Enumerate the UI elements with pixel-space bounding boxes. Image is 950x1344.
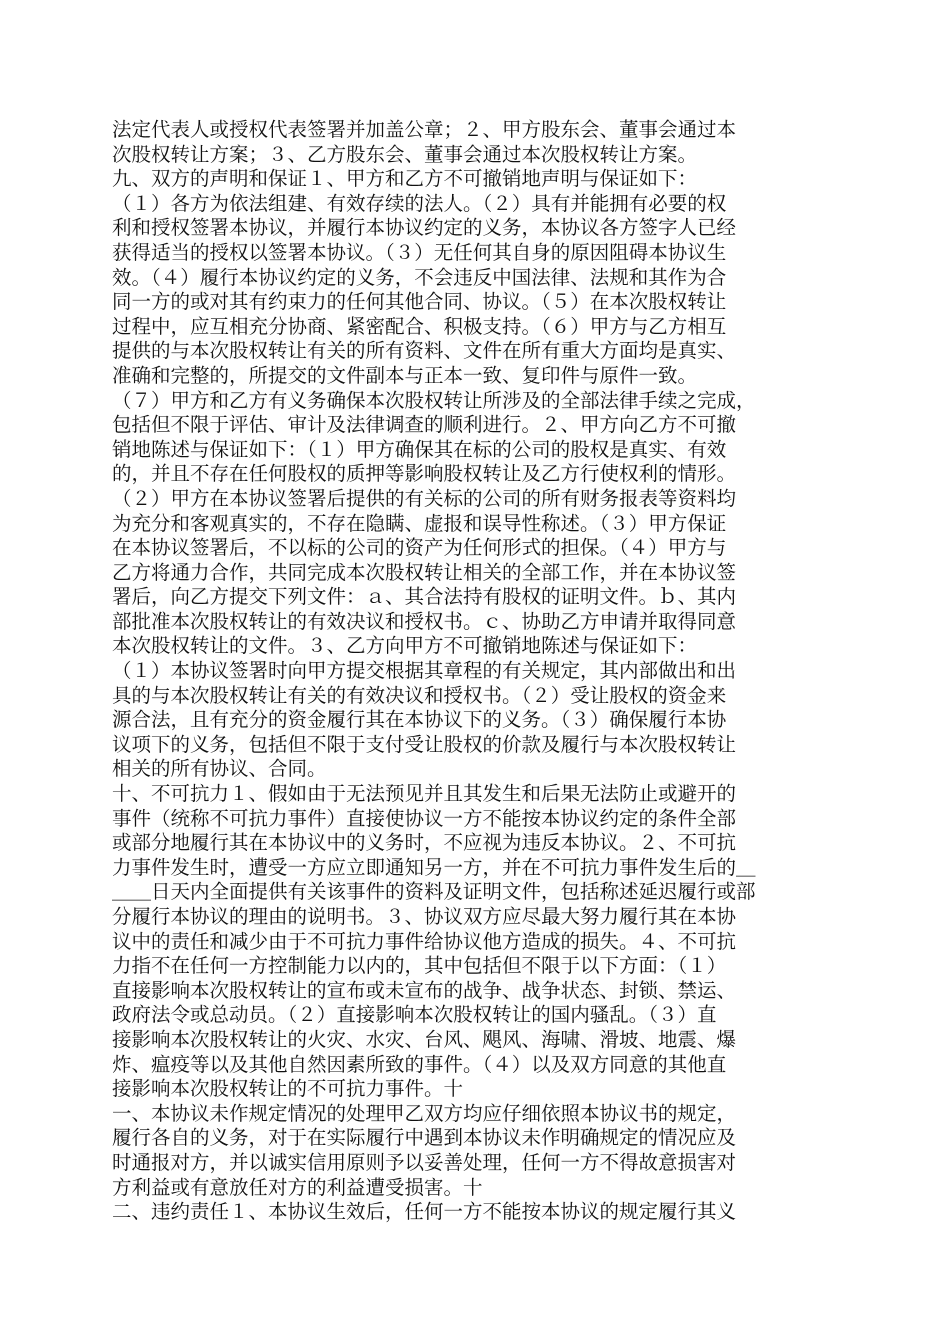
text-line: 次股权转让方案；３、乙方股东会、董事会通过本次股权转让方案。 [112,142,698,166]
text-line: 同一方的或对其有约束力的任何其他合同、协议。（５）在本次股权转让 [112,290,727,314]
text-line: 提供的与本次股权转让有关的所有资料、文件在所有重大方面均是真实、 [112,339,737,363]
text-line: 议项下的义务，包括但不限于支付受让股权的价款及履行与本次股权转让 [112,732,737,756]
text-line: 乙方将通力合作，共同完成本次股权转让相关的全部工作，并在本协议签 [112,560,737,584]
text-line: 为充分和客观真实的，不存在隐瞒、虚报和误导性称述。（３）甲方保证 [112,511,727,535]
text-line: ＿＿日天内全面提供有关该事件的资料及证明文件，包括称述延迟履行或部 [112,880,756,904]
text-line: （７）甲方和乙方有义务确保本次股权转让所涉及的全部法律手续之完成， [112,388,756,412]
text-line: 履行各自的义务，对于在实际履行中遇到本协议未作明确规定的情况应及 [112,1126,737,1150]
text-line: 议中的责任和减少由于不可抗力事件给协议他方造成的损失。４、不可抗 [112,929,737,953]
text-line: 在本协议签署后，不以标的公司的资产为任何形式的担保。（４）甲方与 [112,536,727,560]
text-line: 的，并且不存在任何股权的质押等影响股权转让及乙方行使权利的情形。 [112,462,737,486]
text-line: 销地陈述与保证如下：（１）甲方确保其在标的公司的股权是真实、有效 [112,437,727,461]
section-heading-line: 十、不可抗力１、假如由于无法预见并且其发生和后果无法防止或避开的 [112,782,737,806]
text-line: 本次股权转让的文件。３、乙方向甲方不可撤销地陈述与保证如下： [112,634,698,658]
text-line: 炸、瘟疫等以及其他自然因素所致的事件。（４）以及双方同意的其他直 [112,1052,727,1076]
document-page [112,118,842,1225]
text-line: 具的与本次股权转让有关的有效决议和授权书。（２）受让股权的资金来 [112,683,727,707]
text-line: （２）甲方在本协议签署后提供的有关标的公司的所有财务报表等资料均 [112,486,737,510]
text-line: 部批准本次股权转让的有效决议和授权书。ｃ、协助乙方申请并取得同意 [112,609,737,633]
text-line: 接影响本次股权转让的火灾、水灾、台风、飓风、海啸、滑坡、地震、爆 [112,1027,737,1051]
text-line: 分履行本协议的理由的说明书。３、协议双方应尽最大努力履行其在本协 [112,905,737,928]
text-line: （１）各方为依法组建、有效存续的法人。（２）具有并能拥有必要的权 [112,191,727,215]
section-heading-line: 九、双方的声明和保证１、甲方和乙方不可撤销地声明与保证如下： [112,167,698,191]
text-line: 相关的所有协议、合同。 [112,757,327,781]
text-line: 方利益或有意放任对方的利益遭受损害。十 [112,1175,483,1199]
text-line: 政府法令或总动员。（２）直接影响本次股权转让的国内骚乱。（３）直 [112,1003,717,1027]
text-line: 准确和完整的，所提交的文件副本与正本一致、复印件与原件一致。 [112,363,698,387]
text-line: 力指不在任何一方控制能力以内的，其中包括但不限于以下方面：（１） [112,954,727,978]
text-line: （１）本协议签署时向甲方提交根据其章程的有关规定，其内部做出和出 [112,659,737,683]
text-line: 获得适当的授权以签署本协议。（３）无任何其自身的原因阻碍本协议生 [112,240,727,264]
text-line: 署后，向乙方提交下列文件：ａ、其合法持有股权的证明文件。ｂ、其内 [112,585,737,609]
text-line: 或部分地履行其在本协议中的义务时，不应视为违反本协议。２、不可抗 [112,831,737,855]
text-line: 利和授权签署本协议，并履行本协议约定的义务，本协议各方签字人已经 [112,216,737,240]
text-line: 力事件发生时，遭受一方应立即通知另一方，并在不可抗力事件发生后的＿ [112,855,756,879]
section-heading-line: 一、本协议未作规定情况的处理甲乙双方均应仔细依照本协议书的规定， [112,1101,737,1125]
text-line: 接影响本次股权转让的不可抗力事件。十 [112,1077,464,1101]
text-line: 过程中，应互相充分协商、紧密配合、积极支持。（６）甲方与乙方相互 [112,314,727,338]
text-line: 时通报对方，并以诚实信用原则予以妥善处理，任何一方不得故意损害对 [112,1150,737,1174]
text-line: 效。（４）履行本协议约定的义务，不会违反中国法律、法规和其作为合 [112,265,727,289]
section-heading-line: 二、违约责任１、本协议生效后，任何一方不能按本协议的规定履行其义 [112,1200,737,1224]
text-line: 直接影响本次股权转让的宣布或未宣布的战争、战争状态、封锁、禁运、 [112,978,737,1002]
text-line: 包括但不限于评估、审计及法律调查的顺利进行。２、甲方向乙方不可撤 [112,413,737,437]
text-line: 法定代表人或授权代表签署并加盖公章；２、甲方股东会、董事会通过本 [112,118,737,141]
text-line: 事件（统称不可抗力事件）直接使协议一方不能按本协议约定的条件全部 [112,806,737,830]
text-line: 源合法，且有充分的资金履行其在本协议下的义务。（３）确保履行本协 [112,708,727,732]
